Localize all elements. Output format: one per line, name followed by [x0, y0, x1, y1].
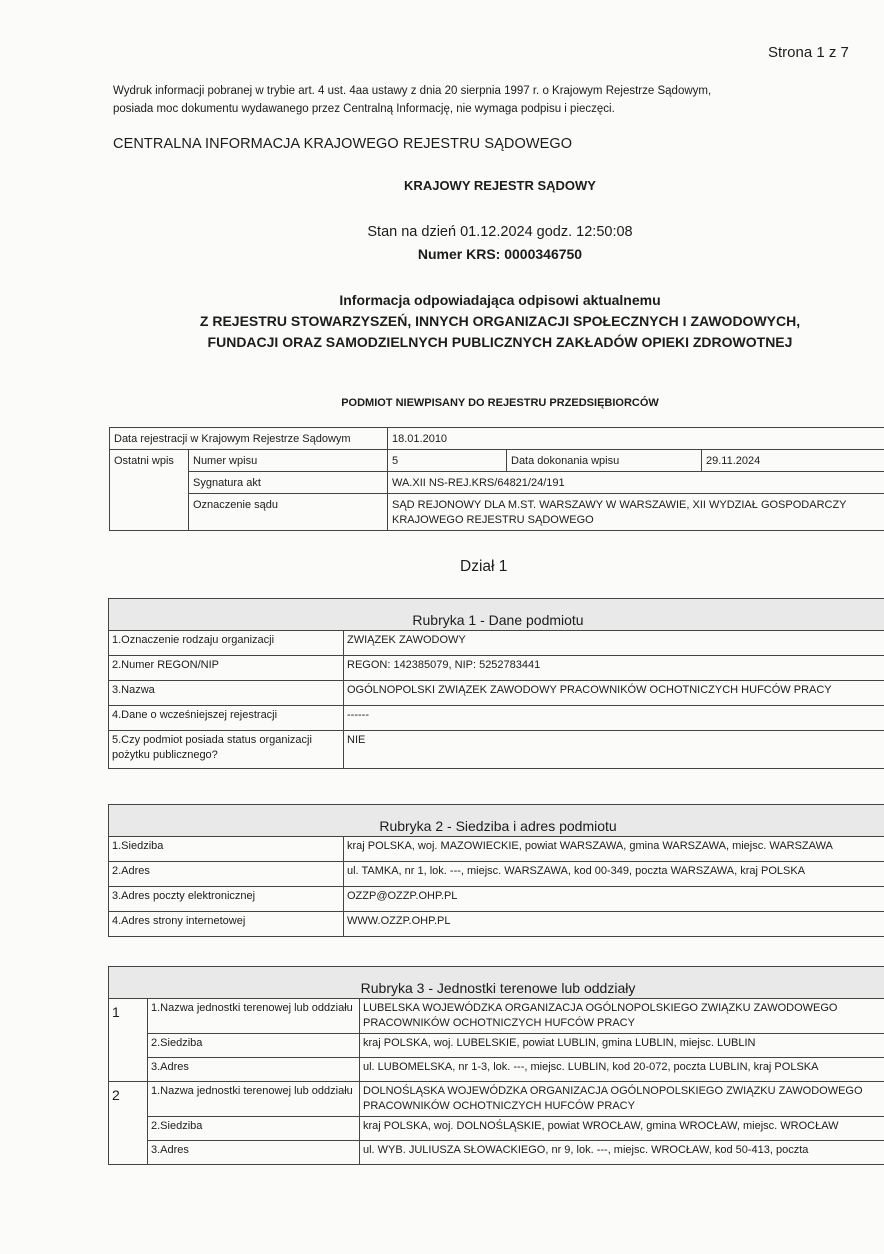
unit-number: 1	[109, 999, 148, 1082]
field-label: 1.Siedziba	[109, 837, 344, 862]
field-value: ZWIĄZEK ZAWODOWY	[344, 631, 884, 656]
section-title: Dział 1	[460, 558, 508, 575]
table-row	[109, 999, 884, 1034]
field-value: OZZP@OZZP.OHP.PL	[344, 887, 884, 912]
table-cell: Data rejestracji w Krajowym Rejestrze Sądowym	[110, 428, 388, 450]
table-row	[110, 472, 884, 494]
page-number: Strona 1 z 7	[768, 44, 849, 61]
table-cell: 5	[388, 450, 507, 472]
field-label: 1.Nazwa jednostki terenowej lub oddziału	[148, 1082, 360, 1117]
table-row	[109, 1034, 884, 1058]
table-cell: Ostatni wpis	[110, 450, 189, 531]
field-value: kraj POLSKA, woj. MAZOWIECKIE, powiat WARSZAWA, gmina WARSZAWA, miejsc. WARSZAWA	[344, 837, 884, 862]
field-label: 2.Siedziba	[148, 1034, 360, 1058]
disclaimer-line: Wydruk informacji pobranej w trybie art. 4 ust. 4aa ustawy z dnia 20 sierpnia 1997 r. o Krajowym Rejestrze Sądowym,	[113, 85, 712, 97]
field-value: NIE	[344, 731, 884, 769]
table-header-row	[109, 599, 884, 631]
table-row	[110, 494, 884, 531]
field-label: 2.Numer REGON/NIP	[109, 656, 344, 681]
table-row	[109, 1058, 884, 1082]
table-cell: Numer wpisu	[189, 450, 388, 472]
table-header-row	[109, 805, 884, 837]
field-label: 2.Siedziba	[148, 1117, 360, 1141]
rubryka-title: Rubryka 2 - Siedziba i adres podmiotu	[109, 805, 884, 837]
table-row	[109, 837, 884, 862]
table-cell: WA.XII NS-REJ.KRS/64821/24/191	[388, 472, 884, 494]
field-label: 5.Czy podmiot posiada status organizacji pożytku publicznego?	[109, 731, 344, 769]
register-title: KRAJOWY REJESTR SĄDOWY	[404, 178, 596, 193]
field-value: ul. LUBOMELSKA, nr 1-3, lok. ---, miejsc. LUBLIN, kod 20-072, poczta LUBLIN, kraj POLSKA	[360, 1058, 884, 1082]
table-cell: Oznaczenie sądu	[189, 494, 388, 531]
field-label: 2.Adres	[109, 862, 344, 887]
table-row	[110, 428, 884, 450]
table-cell: 29.11.2024	[702, 450, 884, 472]
table-cell	[388, 494, 884, 531]
table-row	[109, 1082, 884, 1117]
table-row	[109, 631, 884, 656]
table-row	[109, 1141, 884, 1165]
field-value: kraj POLSKA, woj. DOLNOŚLĄSKIE, powiat WROCŁAW, gmina WROCŁAW, miejsc. WROCŁAW	[360, 1117, 884, 1141]
title-line: Informacja odpowiadająca odpisowi aktualnemu	[339, 292, 661, 308]
field-value: WWW.OZZP.OHP.PL	[344, 912, 884, 937]
table-cell: Sygnatura akt	[189, 472, 388, 494]
field-label: 3.Adres	[148, 1058, 360, 1082]
krs-number: Numer KRS: 0000346750	[417, 246, 583, 262]
field-value: kraj POLSKA, woj. LUBELSKIE, powiat LUBLIN, gmina LUBLIN, miejsc. LUBLIN	[360, 1034, 884, 1058]
field-label: 3.Nazwa	[109, 681, 344, 706]
title-line: Z REJESTRU STOWARZYSZEŃ, INNYCH ORGANIZACJI SPOŁECZNYCH I ZAWODOWYCH,	[199, 313, 801, 329]
table-row	[109, 1117, 884, 1141]
table-row	[109, 656, 884, 681]
table-row	[110, 450, 884, 472]
document-title	[0, 290, 884, 353]
court-line: SĄD REJONOWY DLA M.ST. WARSZAWY W WARSZAWIE, XII WYDZIAŁ GOSPODARCZY	[392, 499, 847, 511]
field-label: 3.Adres	[148, 1141, 360, 1165]
rubryka-1-table	[108, 598, 884, 769]
table-row	[109, 731, 884, 769]
table-row	[109, 706, 884, 731]
table-row	[109, 887, 884, 912]
unit-number: 2	[109, 1082, 148, 1165]
disclaimer-line: posiada moc dokumentu wydawanego przez Centralną Informację, nie wymaga podpisu i pieczęci.	[113, 103, 615, 115]
central-info-heading: CENTRALNA INFORMACJA KRAJOWEGO REJESTRU SĄDOWEGO	[113, 136, 573, 152]
title-line: FUNDACJI ORAZ SAMODZIELNYCH PUBLICZNYCH ZAKŁADÓW OPIEKI ZDROWOTNEJ	[207, 334, 793, 350]
field-label: 1.Oznaczenie rodzaju organizacji	[109, 631, 344, 656]
disclaimer	[113, 82, 773, 118]
field-label: 1.Nazwa jednostki terenowej lub oddziału	[148, 999, 360, 1034]
entity-note: PODMIOT NIEWPISANY DO REJESTRU PRZEDSIĘBIORCÓW	[341, 397, 659, 409]
field-label: 3.Adres poczty elektronicznej	[109, 887, 344, 912]
table-cell: Data dokonania wpisu	[507, 450, 702, 472]
field-value: REGON: 142385079, NIP: 5252783441	[344, 656, 884, 681]
field-value: ul. WYB. JULIUSZA SŁOWACKIEGO, nr 9, lok. ---, miejsc. WROCŁAW, kod 50-413, poczta	[360, 1141, 884, 1165]
court-line: KRAJOWEGO REJESTRU SĄDOWEGO	[392, 514, 594, 526]
field-value: DOLNOŚLĄSKA WOJEWÓDZKA ORGANIZACJA OGÓLNOPOLSKIEGO ZWIĄZKU ZAWODOWEGO PRACOWNIKÓW OCHOTNICZYCH HUFCÓW PRACY	[360, 1082, 884, 1117]
field-label: 4.Dane o wcześniejszej rejestracji	[109, 706, 344, 731]
field-value: OGÓLNOPOLSKI ZWIĄZEK ZAWODOWY PRACOWNIKÓW OCHOTNICZYCH HUFCÓW PRACY	[344, 681, 884, 706]
rubryka-title: Rubryka 1 - Dane podmiotu	[109, 599, 884, 631]
field-value: ------	[344, 706, 884, 731]
rubryka-3-table	[108, 966, 884, 1165]
field-value: ul. TAMKA, nr 1, lok. ---, miejsc. WARSZAWA, kod 00-349, poczta WARSZAWA, kraj POLSKA	[344, 862, 884, 887]
table-row	[109, 862, 884, 887]
rubryka-title: Rubryka 3 - Jednostki terenowe lub oddziały	[109, 967, 884, 999]
registration-table	[109, 427, 884, 531]
rubryka-2-table	[108, 804, 884, 937]
status-date: Stan na dzień 01.12.2024 godz. 12:50:08	[367, 224, 633, 240]
field-label: 4.Adres strony internetowej	[109, 912, 344, 937]
table-cell: 18.01.2010	[388, 428, 884, 450]
table-row	[109, 912, 884, 937]
table-row	[109, 681, 884, 706]
table-header-row	[109, 967, 884, 999]
field-value: LUBELSKA WOJEWÓDZKA ORGANIZACJA OGÓLNOPOLSKIEGO ZWIĄZKU ZAWODOWEGO PRACOWNIKÓW OCHOTNICZYCH HUFCÓW PRACY	[360, 999, 884, 1034]
